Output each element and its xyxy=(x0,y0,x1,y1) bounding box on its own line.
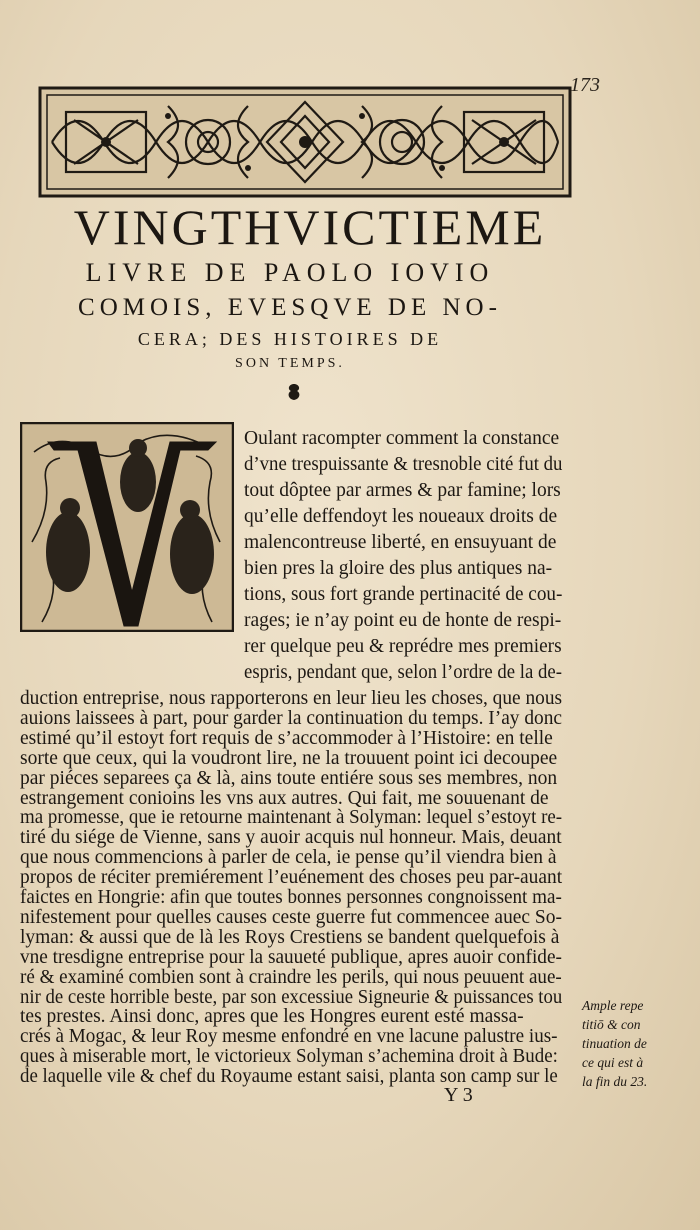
title-line-3: CERA; DES HISTOIRES DE xyxy=(137,329,443,349)
fleuron-icon xyxy=(285,382,303,402)
body-line: nir de ceste horrible beste, par son excessiue Signeurie & puissances tou xyxy=(20,986,563,1008)
body-line: estimé qu’il estoyt fort requis de s’accommoder à l’Histoire: en telle xyxy=(20,727,553,749)
marginal-note-line: Ample repe xyxy=(582,998,644,1013)
marginal-note-line: tinuation de xyxy=(582,1036,647,1051)
title-line-2: COMOIS, EVESQVE DE NO- xyxy=(78,294,502,321)
signature-mark: Y 3 xyxy=(444,1084,473,1106)
body-line: faictes en Hongrie: afin que toutes bonnes personnes congnoissent ma- xyxy=(20,887,562,908)
body-line: vne tresdigne entreprise pour la sauueté publique, apres auoir confide- xyxy=(20,946,562,968)
body-line: tiré du siége de Vienne, sans y auoir acquis nul honneur. Mais, deuant xyxy=(20,827,562,849)
body-line: propos de réciter premiérement l’euénement des choses peu par-auant xyxy=(20,867,563,889)
book-title: VINGTHVICTIEME xyxy=(73,199,547,255)
marginal-note xyxy=(582,996,694,1091)
body-line: rages; ie n’ay point eu de honte de respi- xyxy=(244,610,562,631)
marginal-note-line: la fin du 23. xyxy=(582,1074,648,1089)
body-line: lyman: & aussi que de là les Roys Crestiens se bandent quelquefois à xyxy=(20,926,560,948)
body-line: malencontreuse liberté, en ensuyuant de xyxy=(244,532,557,553)
marginal-note-line: titiō & con xyxy=(582,1017,641,1032)
body-line: par piéces separees ça & là, ains toute entiére sous ses membres, non xyxy=(20,767,558,789)
body-line: que nous commencions à parler de cela, ie pense qu’il viendra bien à xyxy=(20,847,557,869)
body-line: sorte que ceux, qui la voudront lire, ne la trouuent point ici decoupee xyxy=(20,747,558,769)
body-line: tions, sous fort grande pertinacité de cou- xyxy=(244,584,563,605)
body-line: bien pres la gloire des plus antiques na- xyxy=(244,558,553,579)
body-line: estrangement conioins les vns aux autres. Qui fait, me souuenant de xyxy=(20,787,549,809)
body-line: d’vne trespuissante & tresnoble cité fut du xyxy=(244,454,563,475)
decorated-initial-v xyxy=(20,422,234,632)
body-line: ques à miserable mort, le victorieux Solyman s’achemina droit à Bude: xyxy=(20,1046,558,1068)
body-line: tes prestes. Ainsi donc, apres que les Hongres eurent esté massa- xyxy=(20,1006,524,1028)
ornamental-headpiece xyxy=(38,86,572,198)
body-line: auions laissees à part, pour garder la continuation du temps. I’ay donc xyxy=(20,707,563,729)
marginal-note-line: ce qui est à xyxy=(582,1055,644,1070)
body-line: qu’elle deffendoyt les noueaux droits de xyxy=(244,506,558,527)
body-line: crés à Mogac, & leur Roy mesme enfondré en vne lacune palustre ius- xyxy=(20,1026,558,1048)
body-line: ré & examiné combien sont à craindre les perils, qui nous peuuent aue- xyxy=(20,966,562,988)
body-line: ma promesse, que ie retourne maintenant à Solyman: lequel s’estoyt re- xyxy=(20,807,563,829)
body-line: tout dôptee par armes & par famine; lors xyxy=(244,480,561,501)
title-line-4: SON TEMPS. xyxy=(235,356,345,371)
body-line: Oulant racompter comment la constance xyxy=(244,428,560,449)
body-line: nifestement pour quelles causes ceste guerre fut commencee auec So- xyxy=(20,906,562,928)
body-line: espris, pendant que, selon l’ordre de la de- xyxy=(244,662,562,683)
body-line: duction entreprise, nous rapporterons en leur lieu les choses, que nous xyxy=(20,688,563,709)
body-line: rer quelque peu & reprédre mes premiers xyxy=(244,636,562,657)
body-line: de laquelle vile & chef du Royaume estant saisi, planta son camp sur le xyxy=(20,1066,558,1088)
page-number: 173 xyxy=(570,74,600,96)
title-line-1: LIVRE DE PAOLO IOVIO xyxy=(85,258,495,287)
